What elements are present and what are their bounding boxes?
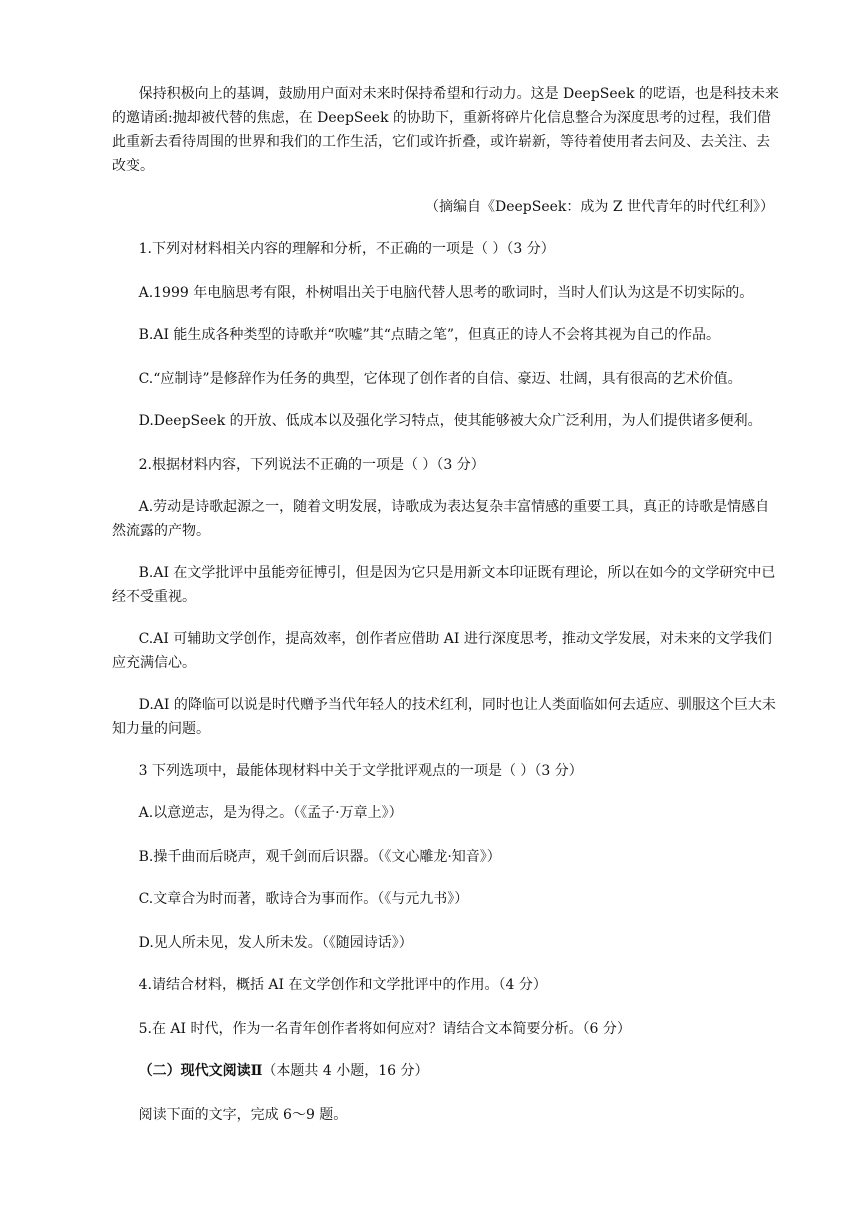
question-2-option-d: D.AI 的降临可以说是时代赠予当代年轻人的技术红利，同时也让人类面临如何去适应、驯服这个巨大未知力量的问题。 <box>112 697 776 737</box>
question-1-option-a: A.1999 年电脑思考有限，朴树唱出关于电脑代替人思考的歌词时，当时人们认为这是不切实际的。 <box>138 285 754 301</box>
question-1-option-d: D.DeepSeek 的开放、低成本以及强化学习特点，使其能够被大众广泛利用，为人们提供诸多便利。 <box>138 413 762 429</box>
question-3-stem: 3 下列选项中，最能体现材料中关于文学批评观点的一项是（ ）（3 分） <box>138 763 583 779</box>
question-2-option-a: A.劳动是诗歌起源之一，随着文明发展，诗歌成为表达复杂丰富情感的重要工具，真正的诗歌是情感自然流露的产物。 <box>112 499 770 539</box>
question-3-option-d: D.见人所未见，发人所未发。（《随园诗话》） <box>138 935 413 951</box>
question-1-stem: 1.下列对材料相关内容的理解和分析，不正确的一项是（ ）（3 分） <box>138 241 555 257</box>
question-1-option-b: B.AI 能生成各种类型的诗歌并“吹嘘”其“点睛之笔”，但真正的诗人不会将其视为自己的作品。 <box>138 327 721 343</box>
question-2-option-b: B.AI 在文学批评中虽能旁征博引，但是因为它只是用新文本印证既有理论，所以在如今的文学研究中已经不受重视。 <box>112 565 776 605</box>
question-2-option-c: C.AI 可辅助文学创作，提高效率，创作者应借助 AI 进行深度思考，推动文学发展，对未来的文学我们应充满信心。 <box>112 631 772 671</box>
section-heading <box>112 1059 780 1083</box>
section-instruction: 阅读下面的文字，完成 6～9 题。 <box>138 1107 348 1123</box>
section-heading-note: （本题共 4 小题，16 分） <box>262 1063 429 1079</box>
passage-closing-paragraph: 保持积极向上的基调，鼓励用户面对未来时保持希望和行动力。这是 DeepSeek 的呓语，也是科技未来的邀请函:抛却被代替的焦虑，在 DeepSeek 的协助下，重新将碎片化信息整合为深度思考的过程，我们借此重新去看待周围的世界和我们的工作生活，它们或许折叠，或许崭新，等待着使用者去问及、去关注、去改变。 <box>112 86 779 174</box>
question-4-stem: 4.请结合材料，概括 AI 在文学创作和文学批评中的作用。（4 分） <box>138 977 547 993</box>
question-3-option-b: B.操千曲而后晓声，观千剑而后识器。（《文心雕龙·知音》） <box>138 849 501 865</box>
question-3-option-a: A.以意逆志，是为得之。（《孟子·万章上》） <box>138 805 403 821</box>
passage-source: （摘编自《DeepSeek：成为 Z 世代青年的时代红利》） <box>424 199 774 215</box>
section-heading-title: （二）现代文阅读Ⅱ <box>138 1063 263 1079</box>
question-3-option-c: C.文章合为时而著，歌诗合为事而作。（《与元九书》） <box>138 891 469 907</box>
question-1-option-c: C.“应制诗”是修辞作为任务的典型，它体现了创作者的自信、豪迈、壮阔，具有很高的艺术价值。 <box>138 371 742 387</box>
question-5-stem: 5.在 AI 时代，作为一名青年创作者将如何应对？请结合文本简要分析。（6 分） <box>138 1021 631 1037</box>
question-2-stem: 2.根据材料内容，下列说法不正确的一项是（ ）（3 分） <box>138 457 485 473</box>
